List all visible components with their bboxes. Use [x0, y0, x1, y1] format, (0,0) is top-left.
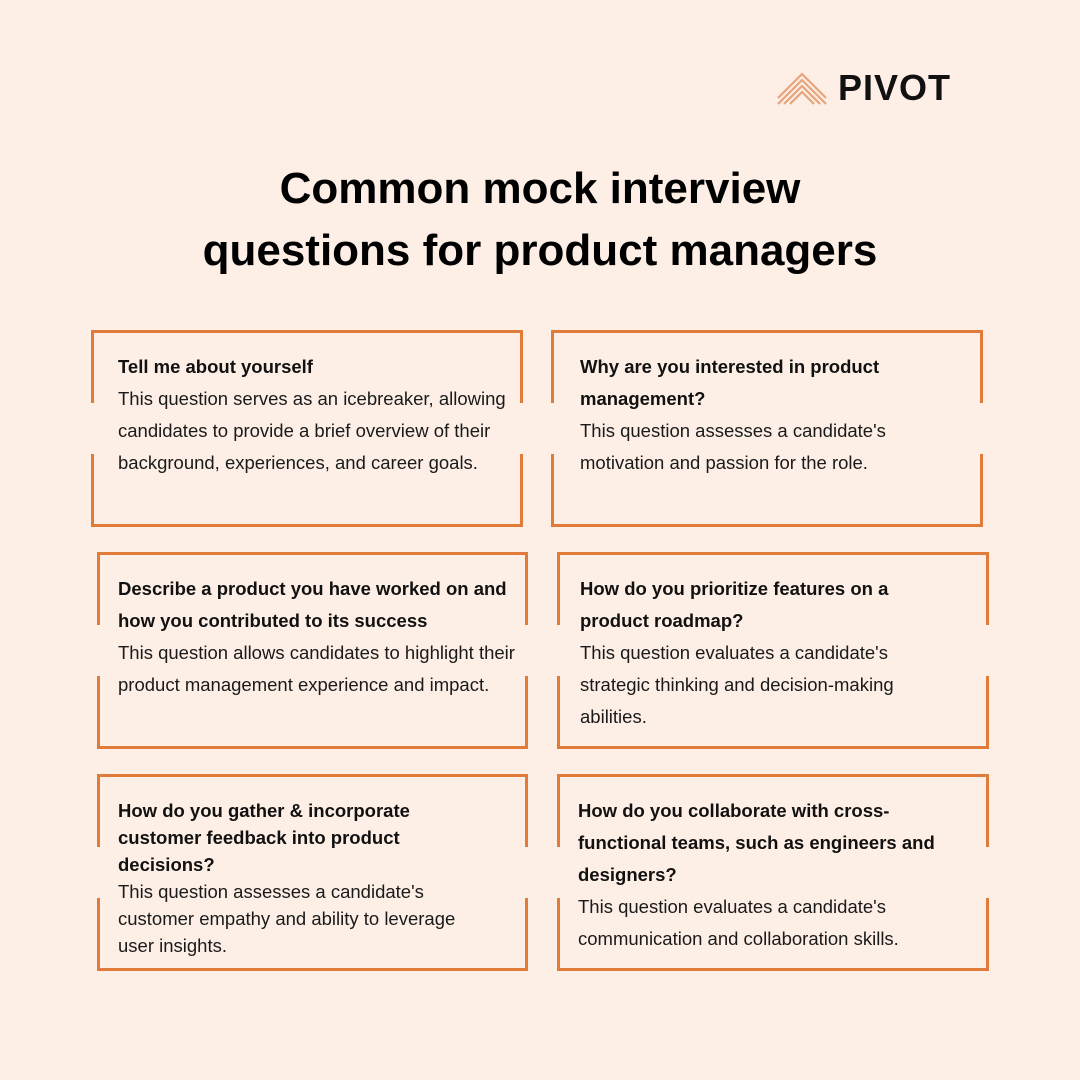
- stacked-chevron-logo-icon: [776, 68, 828, 108]
- page-title-line-1: Common mock interview: [279, 164, 801, 213]
- card-description: This question assesses a candidate's motivation and passion for the role.: [580, 420, 886, 473]
- card-description: This question evaluates a candidate's strategic thinking and decision-making abilities.: [580, 642, 894, 727]
- brand-logo: [776, 68, 951, 108]
- card-description: This question assesses a candidate's customer empathy and ability to leverage user insights.: [118, 881, 456, 956]
- card-description: This question evaluates a candidate's communication and collaboration skills.: [578, 896, 899, 949]
- card-question: How do you gather & incorporate customer feedback into product decisions?: [118, 800, 410, 875]
- question-card-6: [557, 774, 989, 971]
- card-question: How do you prioritize features on a product roadmap?: [580, 578, 889, 631]
- card-question: Why are you interested in product management?: [580, 356, 880, 409]
- card-question: Tell me about yourself: [118, 356, 313, 377]
- card-question: Describe a product you have worked on and how you contributed to its success: [118, 578, 507, 631]
- card-description: This question allows candidates to highlight their product management experience and impact.: [118, 642, 515, 695]
- brand-name: PIVOT: [838, 67, 952, 108]
- question-card-3: [97, 552, 528, 749]
- question-card-1: [91, 330, 523, 527]
- question-card-5: [97, 774, 528, 971]
- card-question: How do you collaborate with cross-functional teams, such as engineers and designers?: [578, 800, 935, 885]
- question-card-2: [551, 330, 983, 527]
- page-title: [0, 158, 1080, 282]
- page-title-line-2: questions for product managers: [202, 226, 878, 275]
- question-card-4: [557, 552, 989, 749]
- card-description: This question serves as an icebreaker, allowing candidates to provide a brief overview of their background, experiences, and career goals.: [118, 388, 506, 473]
